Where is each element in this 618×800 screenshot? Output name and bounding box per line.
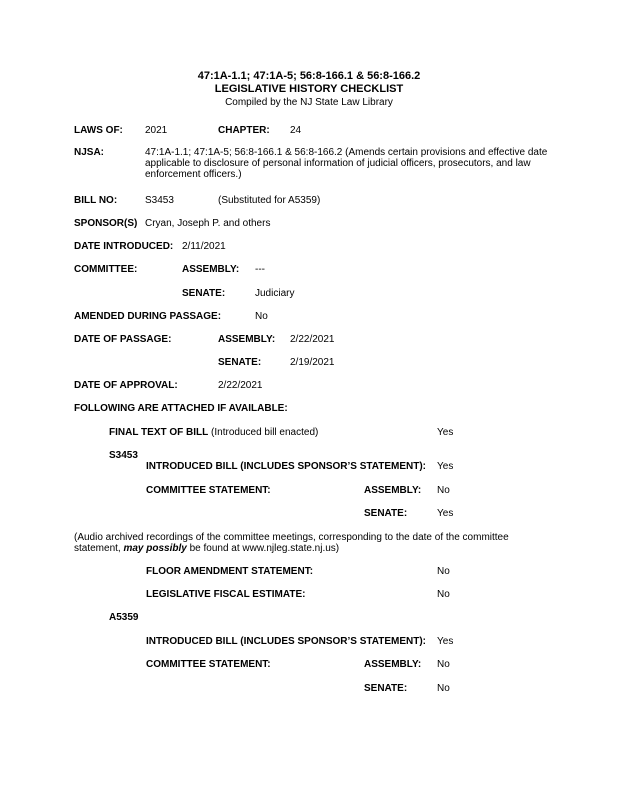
passage-assembly-value: 2/22/2021	[290, 334, 335, 345]
committee-senate-value: Judiciary	[255, 288, 295, 299]
s3453-label: S3453	[109, 450, 138, 461]
a5359-intro-value: Yes	[437, 636, 454, 647]
sponsor-value: Cryan, Joseph P. and others	[145, 218, 271, 229]
a5359-label: A5359	[109, 612, 139, 623]
s3453-assembly-value: No	[437, 485, 450, 496]
njsa-line-1: 47:1A-1.1; 47:1A-5; 56:8-166.1 & 56:8-166.2 (Amends certain provisions and effective date	[145, 147, 548, 158]
committee-assembly-value: ---	[255, 264, 265, 275]
fiscal-estimate-value: No	[437, 589, 450, 600]
date-introduced-label: DATE INTRODUCED:	[74, 241, 174, 252]
amended-label: AMENDED DURING PASSAGE:	[74, 311, 222, 322]
chapter-value: 24	[290, 125, 302, 136]
s3453-intro-value: Yes	[437, 461, 454, 472]
a5359-committee-label: COMMITTEE STATEMENT:	[146, 659, 271, 670]
a5359-senate-value: No	[437, 683, 450, 694]
committee-senate-label: SENATE:	[182, 288, 226, 299]
s3453-senate-value: Yes	[437, 508, 454, 519]
approval-value: 2/22/2021	[218, 380, 263, 391]
s3453-assembly-label: ASSEMBLY:	[364, 485, 422, 496]
njsa-line-3: enforcement officers.)	[145, 169, 242, 180]
substituted-note: (Substituted for A5359)	[218, 195, 321, 206]
a5359-assembly-value: No	[437, 659, 450, 670]
final-text-note: (Introduced bill enacted)	[208, 427, 319, 438]
njsa-line-2: applicable to disclosure of personal information of judicial officers, prosecutors, and law	[145, 158, 531, 169]
s3453-committee-label: COMMITTEE STATEMENT:	[146, 485, 271, 496]
a5359-intro-label: INTRODUCED BILL (INCLUDES SPONSOR’S STATEMENT):	[146, 636, 426, 647]
njsa-label: NJSA:	[74, 147, 105, 158]
s3453-senate-label: SENATE:	[364, 508, 408, 519]
audio-note-line-1: (Audio archived recordings of the committee meetings, corresponding to the date of the committee	[74, 532, 509, 543]
sponsor-label: SPONSOR(S)	[74, 218, 138, 229]
title-checklist: LEGISLATIVE HISTORY CHECKLIST	[214, 83, 404, 95]
audio-note-post: be found at www.njleg.state.nj.us)	[186, 543, 340, 554]
date-introduced-value: 2/11/2021	[182, 241, 226, 252]
floor-amendment-value: No	[437, 566, 450, 577]
passage-label: DATE OF PASSAGE:	[74, 334, 172, 345]
a5359-assembly-label: ASSEMBLY:	[364, 659, 422, 670]
bill-no-label: BILL NO:	[74, 195, 118, 206]
committee-label: COMMITTEE:	[74, 264, 138, 275]
title-statutes: 47:1A-1.1; 47:1A-5; 56:8-166.1 & 56:8-166.2	[197, 70, 421, 82]
final-text-label: FINAL TEXT OF BILL	[109, 427, 209, 438]
amended-value: No	[255, 311, 268, 322]
committee-assembly-label: ASSEMBLY:	[182, 264, 240, 275]
laws-of-value: 2021	[145, 125, 168, 136]
final-text-row	[109, 427, 318, 439]
audio-note-emphasis: may possibly	[123, 543, 187, 554]
s3453-intro-label: INTRODUCED BILL (INCLUDES SPONSOR’S STATEMENT):	[146, 461, 426, 472]
bill-no-value: S3453	[145, 195, 174, 206]
passage-assembly-label: ASSEMBLY:	[218, 334, 276, 345]
attached-label: FOLLOWING ARE ATTACHED IF AVAILABLE:	[74, 403, 288, 414]
chapter-label: CHAPTER:	[218, 125, 270, 136]
passage-senate-value: 2/19/2021	[290, 357, 335, 368]
floor-amendment-label: FLOOR AMENDMENT STATEMENT:	[146, 566, 314, 577]
a5359-senate-label: SENATE:	[364, 683, 408, 694]
passage-senate-label: SENATE:	[218, 357, 262, 368]
audio-note-line-2	[74, 543, 339, 555]
audio-note-pre: statement,	[74, 543, 124, 554]
laws-of-label: LAWS OF:	[74, 125, 123, 136]
final-text-value: Yes	[437, 427, 454, 438]
compiled-by: Compiled by the NJ State Law Library	[225, 97, 393, 108]
fiscal-estimate-label: LEGISLATIVE FISCAL ESTIMATE:	[146, 589, 306, 600]
approval-label: DATE OF APPROVAL:	[74, 380, 178, 391]
